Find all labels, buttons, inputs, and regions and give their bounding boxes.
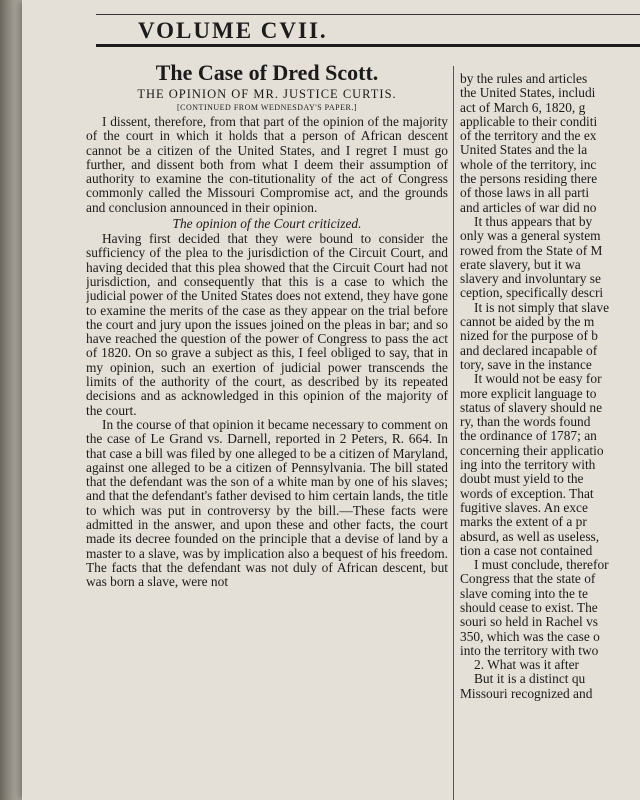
- right-column-line: and articles of war did no: [460, 199, 597, 215]
- article-column-left: [86, 60, 448, 800]
- right-column-line: It is not simply that slave: [474, 299, 610, 315]
- continued-note: [CONTINUED FROM WEDNESDAY'S PAPER.]: [177, 103, 357, 112]
- masthead: [80, 8, 640, 56]
- article-title: The Case of Dred Scott.: [155, 60, 379, 85]
- article-column-right: [460, 72, 640, 800]
- right-column-line: tion a case not contained: [460, 542, 593, 558]
- right-column-line: of the territory and the ex: [460, 128, 597, 144]
- right-column-line: tory, save in the instance: [460, 356, 592, 372]
- right-column-line: the persons residing there: [460, 171, 598, 187]
- right-column-line: words of exception. That: [460, 485, 594, 501]
- right-column-line: ing into the territory with: [460, 457, 596, 473]
- right-column-line: doubt must yield to the: [460, 471, 584, 487]
- right-column-line: whole of the territory, inc: [460, 156, 597, 172]
- section-subheading: The opinion of the Court criticized.: [172, 216, 362, 232]
- right-column-line: absurd, as well as useless,: [460, 528, 600, 544]
- right-column-line: United States and the la: [460, 142, 588, 158]
- right-column-line: 350, which was the case o: [460, 628, 600, 644]
- right-column-line: It thus appears that by: [474, 213, 593, 229]
- masthead-rule-bottom: [96, 44, 640, 47]
- right-column-line: the United States, includi: [460, 85, 596, 101]
- right-column-line: cannot be aided by the m: [460, 314, 595, 330]
- right-column-line: nized for the purpose of b: [460, 328, 598, 344]
- right-column-line: only was a general system: [460, 228, 601, 244]
- right-column-line: I must conclude, therefor: [474, 557, 609, 573]
- right-column-line: concerning their applicatio: [460, 442, 604, 458]
- right-column-line: slavery and involuntary se: [460, 271, 601, 287]
- right-column-line: erate slavery, but it wa: [460, 256, 581, 272]
- right-column-line: 2. What was it after: [474, 657, 579, 673]
- right-column-line: more explicit language to: [460, 385, 597, 401]
- article-subtitle: THE OPINION OF MR. JUSTICE CURTIS.: [137, 87, 397, 101]
- right-column-line: by the rules and articles: [460, 72, 588, 86]
- right-column-line: should cease to exist. The: [460, 599, 598, 615]
- right-column-line: rowed from the State of M: [460, 242, 603, 258]
- right-column-line: But it is a distinct qu: [474, 671, 586, 687]
- column-divider: [453, 66, 454, 800]
- right-column-line: It would not be easy for: [474, 371, 602, 387]
- right-column-line: Congress that the state of: [460, 571, 596, 587]
- right-column-line: ry, than the words found: [460, 414, 591, 430]
- right-column-line: slave coming into the te: [460, 585, 588, 601]
- volume-title: VOLUME CVII.: [138, 18, 328, 43]
- right-column-line: and declared incapable of: [460, 342, 598, 358]
- right-column-line: into the territory with two: [460, 642, 599, 658]
- paragraph-jurisdiction: Having first decided that they were bound to consider the sufficiency of the plea to the jurisdiction of the Circuit Court, and having decided that this plea showed that the Circuit Court had not jurisdiction, and consequently that this is a case to which the judicial power of the United States does not extend, they have gone to examine the merits of the case as they appear on the trial before the court and jury upon the issues joined on the pleas in bar; and so have reached the question of the power of Congress to pass the act of 1820. On so grave a subject as this, I feel obliged to say, that in my opinion, such an exertion of judicial power transcends the limits of the authority of the court, as described by its repeated decisions and as acknowledged in this opinion of the majority of the court.: [86, 231, 448, 418]
- right-column-line: souri so held in Rachel vs: [460, 614, 598, 630]
- right-column-line: applicable to their conditi: [460, 113, 598, 129]
- paragraph-dissent: I dissent, therefore, from that part of the opinion of the majority of the court in which it holds that a person of African descent cannot be a citizen of the United States, and I regret I must go further, and dissent both from what I deem their assumption of authority to examine the con-titutionality of the act of Congress commonly called the Missouri Compromise act, and the grounds and conclusion announced in their opinion.: [86, 114, 448, 215]
- right-column-line: Missouri recognized and: [460, 685, 593, 701]
- right-column-line: fugitive slaves. An exce: [460, 499, 588, 515]
- right-column-line: of those laws in all parti: [460, 185, 590, 201]
- right-column-line: the ordinance of 1787; an: [460, 428, 597, 444]
- right-column-line: marks the extent of a pr: [460, 514, 587, 530]
- right-column-line: ception, specifically descri: [460, 285, 604, 301]
- right-column-line: status of slavery should ne: [460, 399, 603, 415]
- paragraph-le-grand: In the course of that opinion it became necessary to comment on the case of Le Grand vs. Darnell, reported in 2 Peters, R. 664. In that case a bill was filed by one alleged to be a citizen of Maryland, against one alleged to be a citizen of Pennsylvania. The bill stated that the defendant was the son of a white man by one of his slaves; and that the defendant's father devised to him certain lands, the title to which was put in controversy by the bill.—These facts were admitted in the answer, and upon these and other facts, the court made its decree founded on the principle that a devise of land by a master to a slave, was by implication also a bequest of his freedom. The facts that the defendant was not duly of African descent, but was born a slave, were not: [86, 416, 448, 590]
- right-column-line: act of March 6, 1820, g: [460, 99, 586, 115]
